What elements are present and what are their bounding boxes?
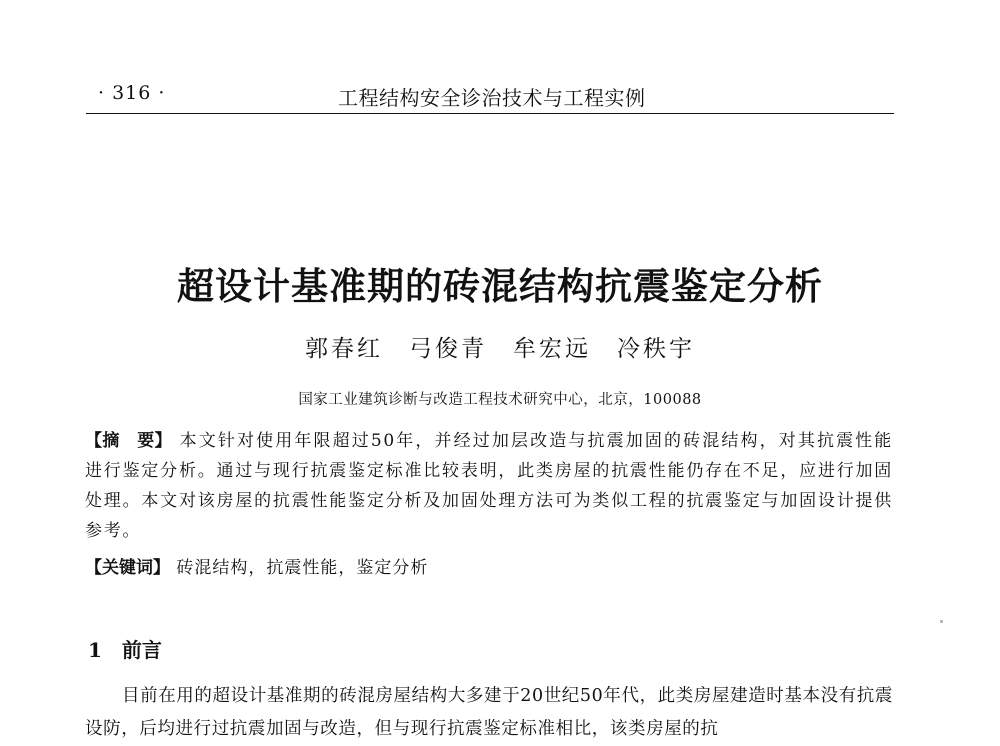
keywords-text: 砖混结构，抗震性能，鉴定分析 xyxy=(176,558,429,578)
abstract-label: 【摘 要】 xyxy=(85,431,173,451)
scan-speck xyxy=(940,620,943,623)
page-number: · 316 · xyxy=(98,82,166,104)
abstract-block xyxy=(85,426,893,546)
body-paragraph: 目前在用的超设计基准期的砖混房屋结构大多建于20世纪50年代，此类房屋建造时基本没有抗震设防，后均进行过抗震加固与改造，但与现行抗震鉴定标准相比，该类房屋的抗 xyxy=(85,686,893,739)
paper-title: 超设计基准期的砖混结构抗震鉴定分析 xyxy=(177,264,823,308)
affiliation: 国家工业建筑诊断与改造工程技术研究中心，北京，100088 xyxy=(298,392,702,408)
header-rule xyxy=(86,113,894,114)
keywords-block xyxy=(85,553,428,578)
abstract-text: 本文针对使用年限超过50年，并经过加层改造与抗震加固的砖混结构，对其抗震性能进行鉴定分析。通过与现行抗震鉴定标准比较表明，此类房屋的抗震性能仍存在不足，应进行加固处理。本文对该房屋的抗震性能鉴定分析及加固处理方法可为类似工程的抗震鉴定与加固设计提供参考。 xyxy=(85,431,894,541)
running-header-title: 工程结构安全诊治技术与工程实例 xyxy=(338,86,646,110)
keywords-label: 【关键词】 xyxy=(85,558,170,578)
section-title: 前言 xyxy=(121,638,162,662)
author-list: 郭春红 弓俊青 牟宏远 冷秩宇 xyxy=(305,336,695,362)
section-number: 1 xyxy=(88,638,102,662)
section-heading xyxy=(88,634,162,663)
